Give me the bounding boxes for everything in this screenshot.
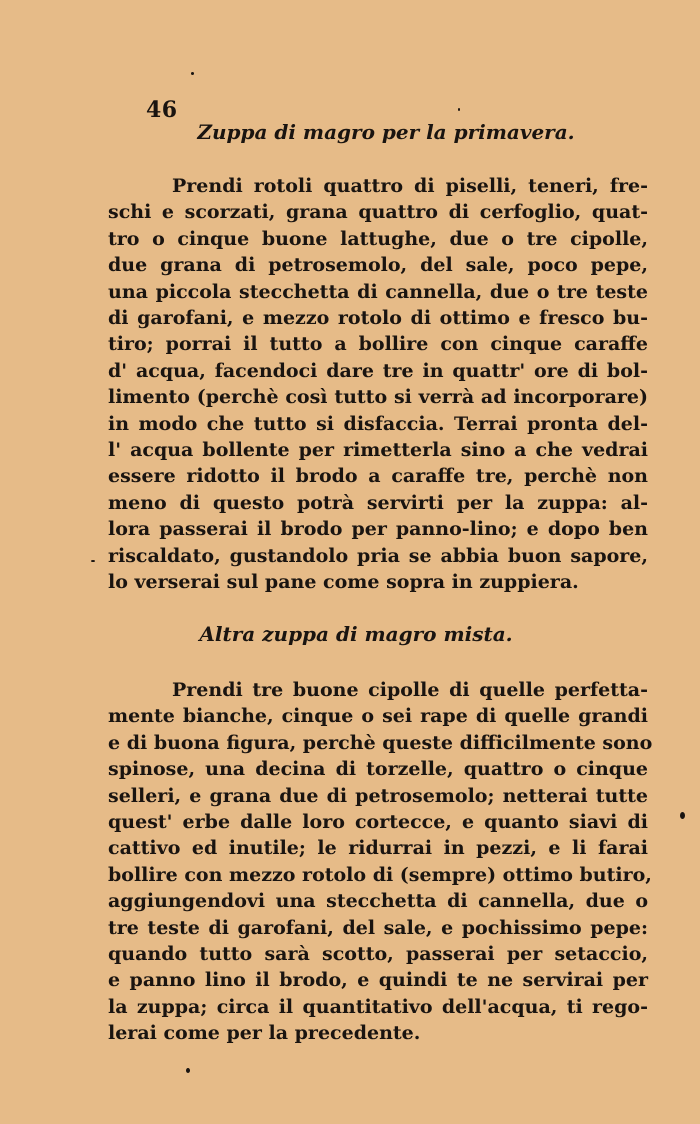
ink-speck <box>458 108 460 111</box>
text-line: bollire con mezzo rotolo di (sempre) ottimo butiro, <box>108 863 652 886</box>
text-line: e di buona figura, perchè queste difficilmente sono <box>108 731 653 754</box>
recipe-paragraph-1 <box>108 173 648 596</box>
recipe-paragraph-2 <box>108 677 653 1047</box>
text-line: meno di questo potrà servirti per la zuppa: al- <box>108 491 648 514</box>
text-line: una piccola stecchetta di cannella, due o tre teste <box>108 280 648 303</box>
text-line: aggiungendovi una stecchetta di cannella, due o <box>108 890 648 913</box>
text-line: Prendi tre buone cipolle di quelle perfetta- <box>172 679 648 701</box>
text-line: riscaldato, gustandolo pria se abbia buon sapore, <box>108 544 648 567</box>
recipe-title-2: Altra zuppa di magro mista. <box>199 622 513 646</box>
ink-speck <box>191 72 194 75</box>
text-line: schi e scorzati, grana quattro di cerfoglio, quat- <box>108 201 648 224</box>
text-line: tiro; porrai il tutto a bollire con cinque caraffe <box>108 333 648 356</box>
text-line: selleri, e grana due di petrosemolo; netterai tutte <box>108 784 648 807</box>
ink-speck <box>91 560 95 562</box>
text-line: due grana di petrosemolo, del sale, poco pepe, <box>108 254 648 277</box>
text-line: lerai come per la precedente. <box>108 1022 421 1045</box>
text-line: di garofani, e mezzo rotolo di ottimo e fresco bu- <box>108 307 648 330</box>
text-line: in modo che tutto si disfaccia. Terrai pronta del- <box>108 412 648 435</box>
text-line: d' acqua, facendoci dare tre in quattr' ore di bol- <box>108 359 648 382</box>
text-line: l' acqua bollente per rimetterla sino a che vedrai <box>108 439 648 462</box>
ink-speck <box>680 812 685 819</box>
text-line: quando tutto sarà scotto, passerai per setaccio, <box>108 943 648 966</box>
text-line: Prendi rotoli quattro di piselli, teneri, fre- <box>172 175 648 197</box>
text-line: la zuppa; circa il quantitativo dell'acqua, ti rego- <box>108 995 648 1018</box>
text-line: lo verserai sul pane come sopra in zuppiera. <box>108 571 579 594</box>
text-line: lora passerai il brodo per panno-lino; e dopo ben <box>108 518 648 541</box>
recipe-title-1: Zuppa di magro per la primavera. <box>197 120 575 144</box>
text-line: essere ridotto il brodo a caraffe tre, perchè non <box>108 465 648 488</box>
text-line: cattivo ed inutile; le ridurrai in pezzi, e li farai <box>108 837 648 860</box>
page-number: 46 <box>146 97 178 123</box>
text-line: tre teste di garofani, del sale, e pochissimo pepe: <box>108 916 648 939</box>
text-line: mente bianche, cinque o sei rape di quelle grandi <box>108 705 648 728</box>
text-line: limento (perchè così tutto si verrà ad incorporare) <box>108 386 648 409</box>
text-line: spinose, una decina di torzelle, quattro o cinque <box>108 758 648 781</box>
text-line: tro o cinque buone lattughe, due o tre cipolle, <box>108 227 648 250</box>
text-line: quest' erbe dalle loro cortecce, e quanto siavi di <box>108 811 648 834</box>
text-line: e panno lino il brodo, e quindi te ne servirai per <box>108 969 648 992</box>
ink-speck <box>186 1068 190 1073</box>
